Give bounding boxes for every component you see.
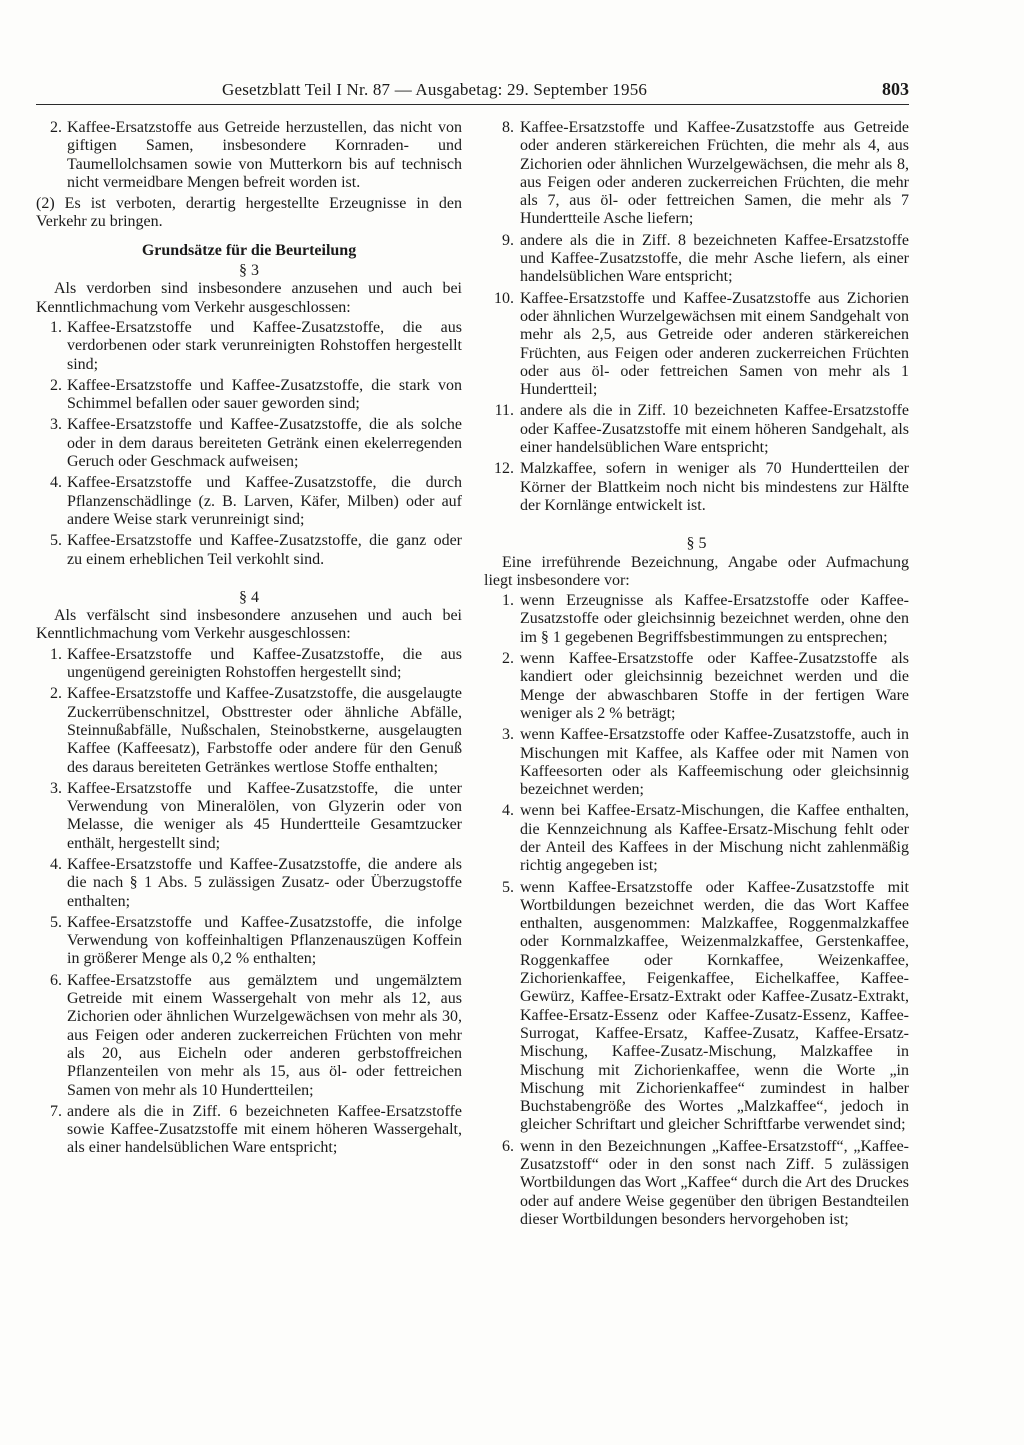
section-5-list [484, 592, 909, 1229]
list-item [484, 290, 909, 400]
item-number: 4. [502, 802, 514, 820]
list-item [484, 232, 909, 287]
item-number: 3. [50, 779, 62, 797]
item-number: 6. [502, 1137, 514, 1155]
item-text: wenn Kaffee-Ersatzstoffe oder Kaffee-Zusatzstoffe mit Wortbildungen bezeichnet werden, die das Wort Kaffee enthalten, ausgenommen: Malzkaffee, Roggenmalzkaffee oder Kornmalzkaffee, Weizenmalzkaffee, Gerstenkaffee, Roggenkaffee oder Kornkaffee, Weizenkaffee, Zichorienkaffee, Feigenkaffee, Eichelkaffee, Kaffee-Gewürz, Kaffee-Ersatz-Extrakt oder Kaffee-Zusatz-Extrakt, Kaffee-Ersatz-Essenz oder Kaffee-Zusatz-Essenz, Kaffee-Surrogat, Kaffee-Ersatz, Kaffee-Zusatz, Kaffee-Ersatz-Mischung, Kaffee-Zusatz-Mischung, Malzkaffee in Mischung mit Zichorienkaffee, wenn die Worte „in Mischung mit Zichorienkaffee“ zumindest in halber Buchstabengröße des Wortes „Malzkaffee“, jedoch in gleicher Schriftart und gleicher Schriftfarbe verwendet sind; [520, 878, 909, 1134]
list-item [36, 972, 462, 1100]
list-item [36, 319, 462, 374]
item-text: Kaffee-Ersatzstoffe und Kaffee-Zusatzstoffe, die aus verdorbenen oder stark verunreinigten Rohstoffen hergestellt sind; [67, 318, 462, 373]
item-text: wenn in den Bezeichnungen „Kaffee-Ersatzstoff“, „Kaffee-Zusatzstoff“ oder in den sonst nach Ziff. 5 zulässigen Wortbildungen das Wort „Kaffee“ durch die Art des Druckes oder auf andere Weise gegenüber den übrigen Bestandteilen dieser Wortbildungen besonders hervorgehoben ist; [520, 1137, 909, 1228]
right-column [484, 119, 909, 1232]
list-item [484, 119, 909, 229]
section-4-intro: Als verfälscht sind insbesondere anzusehen und auch bei Kenntlichmachung vom Verkehr ausgeschlossen: [36, 607, 462, 643]
item-number: 12. [494, 460, 514, 478]
page-header [36, 80, 909, 105]
item-text: Kaffee-Ersatzstoffe und Kaffee-Zusatzstoffe aus Zichorien oder ähnlichen Wurzelgewächsen mit einem Sandgehalt von mehr als 2,5, aus Getreide oder anderen stärkereichen Früchten, aus Feigen oder anderen zuckerreichen Früchten oder aus öl- oder fettreichen Samen von mehr als 1 Hundertteil; [520, 289, 909, 399]
item-text: Kaffee-Ersatzstoffe und Kaffee-Zusatzstoffe, die durch Pflanzenschädlinge (z. B. Larven, Käfer, Milben) oder auf andere Weise stark verunreinigt sind; [67, 474, 462, 528]
list-item [484, 650, 909, 723]
item-number: 3. [50, 416, 62, 434]
section-3-intro: Als verdorben sind insbesondere anzusehen und auch bei Kenntlichmachung vom Verkehr ausgeschlossen: [36, 280, 462, 316]
section-4-list-continued [484, 119, 909, 515]
item-number: 8. [502, 119, 514, 136]
section-5-intro: Eine irreführende Bezeichnung, Angabe oder Aufmachung liegt insbesondere vor: [484, 553, 909, 589]
list-item [36, 780, 462, 853]
item-text: Malzkaffee, sofern in weniger als 70 Hundertteilen der Körner der Blattkeim noch nicht bis mindestens zur Hälfte der Kornlänge entwickelt ist. [520, 460, 909, 514]
item-number: 9. [502, 231, 514, 249]
page-number: 803 [882, 79, 909, 99]
item-text: andere als die in Ziff. 6 bezeichneten Kaffee-Ersatzstoffe sowie Kaffee-Zusatzstoffe mit einem höheren Wassergehalt, als einer handelsüblichen Ware entspricht; [67, 1102, 462, 1157]
gazette-title: Gesetzblatt Teil I Nr. 87 — Ausgabetag: 29. September 1956 [222, 80, 648, 99]
item-number: 7. [50, 1102, 62, 1120]
item-number: 10. [494, 289, 514, 307]
item-number: 1. [50, 645, 62, 663]
paragraph-2: (2) Es ist verboten, derartig hergestellte Erzeugnisse in den Verkehr zu bringen. [36, 195, 462, 231]
list-item [36, 1103, 462, 1158]
item-text: Kaffee-Ersatzstoffe und Kaffee-Zusatzstoffe, die aus ungenügend gereinigten Rohstoffen hergestellt sind; [67, 645, 462, 682]
list-item [36, 646, 462, 683]
item-number: 4. [50, 474, 62, 492]
item-number: 3. [502, 726, 514, 744]
item-text: Kaffee-Ersatzstoffe und Kaffee-Zusatzstoffe, die andere als die nach § 1 Abs. 5 zulässigen Zusatz- oder Überzugstoffe enthalten; [67, 855, 462, 910]
list-item [484, 592, 909, 647]
list-item [484, 402, 909, 457]
item-number: 1. [502, 592, 514, 610]
list-item [484, 460, 909, 515]
item-number: 11. [494, 402, 514, 420]
item-number: 5. [502, 878, 514, 896]
item-text: Kaffee-Ersatzstoffe und Kaffee-Zusatzstoffe, die ganz oder zu einem erheblichen Teil verkohlt sind. [67, 532, 462, 568]
list-item [484, 802, 909, 875]
item-number: 2. [50, 376, 62, 394]
section-4-title: § 4 [239, 588, 259, 606]
item-text: wenn Erzeugnisse als Kaffee-Ersatzstoffe oder Kaffee-Zusatzstoffe oder gleichsinnig bezeichnet werden, ohne den im § 1 gegebenen Begriffsbestimmungen zu entsprechen; [520, 592, 909, 646]
list-item [36, 532, 462, 569]
item-text: wenn Kaffee-Ersatzstoffe oder Kaffee-Zusatzstoffe als kandiert oder gleichsinnig bezeichnet werden und die Menge der abwaschbaren Stoffe in der fertigen Ware weniger als 2 % beträgt; [520, 650, 909, 722]
list-item [36, 856, 462, 911]
section-5-title: § 5 [686, 535, 707, 553]
item-number: 2. [50, 119, 62, 136]
section-4-list [36, 646, 462, 1158]
item-text: Kaffee-Ersatzstoffe und Kaffee-Zusatzstoffe, die als solche oder in dem daraus bereiteten Getränk einen ekelerregenden Geruch oder Geschmack aufweisen; [67, 416, 462, 471]
item-number: 2. [50, 685, 62, 703]
item-text: Kaffee-Ersatzstoffe und Kaffee-Zusatzstoffe, die ausgelaugte Zuckerrübenschnitzel, Obsttrester oder ähnliche Abfälle, Steinnußabfälle, Nußschalen, Steinobstkerne, ausgelaugten Kaffee (Kaffeesatz), Farbstoffe oder andere für den Genuß des daraus bereiteten Getränkes wertlose Stoffe enthalten; [67, 685, 462, 776]
item-text: wenn Kaffee-Ersatzstoffe oder Kaffee-Zusatzstoffe, auch in Mischungen mit Kaffee, als Kaffee oder mit Namen von Kaffeesorten oder als Kaffeemischung oder gleichsinnig bezeichnet werden; [520, 726, 909, 799]
item-number: 5. [50, 913, 62, 931]
list-item [36, 119, 462, 192]
section-3-title: § 3 [239, 262, 259, 280]
item-text: Kaffee-Ersatzstoffe und Kaffee-Zusatzstoffe, die infolge Verwendung von koffeinhaltigen Pflanzenauszügen Koffein in größerer Menge als 0,2 % enthalten; [67, 913, 462, 968]
list-item [36, 377, 462, 414]
item-number: 5. [50, 532, 62, 550]
section-heading: Grundsätze für die Beurteilung [141, 241, 357, 259]
section-3-list [36, 319, 462, 569]
list-item [36, 416, 462, 471]
item-text: Kaffee-Ersatzstoffe aus Getreide herzustellen, das nicht von giftigen Samen, insbesondere Kornraden- und Taumellolchsamen sowie von Mutterkorn bis auf technisch nicht vermeidbare Mengen befreit worden ist. [67, 119, 462, 191]
item-number: 2. [502, 650, 514, 668]
item-text: Kaffee-Ersatzstoffe und Kaffee-Zusatzstoffe aus Getreide oder anderen stärkereichen Früchten, die mehr als 4, aus Zichorien oder ähnlichen Wurzelgewächsen, die mehr als 8, aus Feigen oder anderen zuckerreichen Früchten, die mehr als 7, aus öl- oder fettreichen Samen, die mehr als 7 Hundertteile Asche liefern; [520, 119, 909, 228]
list-item [484, 879, 909, 1135]
item-text: Kaffee-Ersatzstoffe aus gemälztem und ungemälztem Getreide mit einem Wassergehalt von mehr als 12, aus Zichorien oder ähnlichen Wurzelgewächsen von mehr als 30, aus Feigen oder anderen zuckerreichen Früchten von mehr als 20, aus Eicheln oder anderen gerbstoffreichen Pflanzenteilen von mehr als 15, aus öl- oder fettreichen Samen von mehr als 10 Hundertteilen; [67, 971, 462, 1099]
list-item [36, 914, 462, 969]
left-column [36, 119, 462, 1161]
item-number: 6. [50, 971, 62, 989]
list-item [36, 474, 462, 529]
item-text: Kaffee-Ersatzstoffe und Kaffee-Zusatzstoffe, die unter Verwendung von Mineralölen, von Glyzerin oder von Melasse, die weniger als 45 Hundertteile Gesamtzucker enthält, hergestellt sind; [67, 779, 462, 852]
item-number: 4. [50, 855, 62, 873]
item-number: 1. [50, 318, 62, 336]
list-item [484, 726, 909, 799]
list-item [36, 685, 462, 776]
item-text: andere als die in Ziff. 10 bezeichneten Kaffee-Ersatzstoffe oder Kaffee-Zusatzstoffe mit einem höheren Sandgehalt, als einer handelsüblichen Ware entspricht; [520, 402, 909, 457]
item-text: wenn bei Kaffee-Ersatz-Mischungen, die Kaffee enthalten, die Kennzeichnung als Kaffee-Ersatz-Mischung fehlt oder der Anteil des Kaffees in der Mischung nicht zahlenmäßig richtig angegeben ist; [520, 802, 909, 875]
item-text: andere als die in Ziff. 8 bezeichneten Kaffee-Ersatzstoffe und Kaffee-Zusatzstoffe, die mehr Asche liefern, als einer handelsüblichen Ware entspricht; [520, 231, 909, 286]
item-text: Kaffee-Ersatzstoffe und Kaffee-Zusatzstoffe, die stark von Schimmel befallen oder sauer geworden sind; [67, 376, 462, 413]
list-item [484, 1138, 909, 1229]
